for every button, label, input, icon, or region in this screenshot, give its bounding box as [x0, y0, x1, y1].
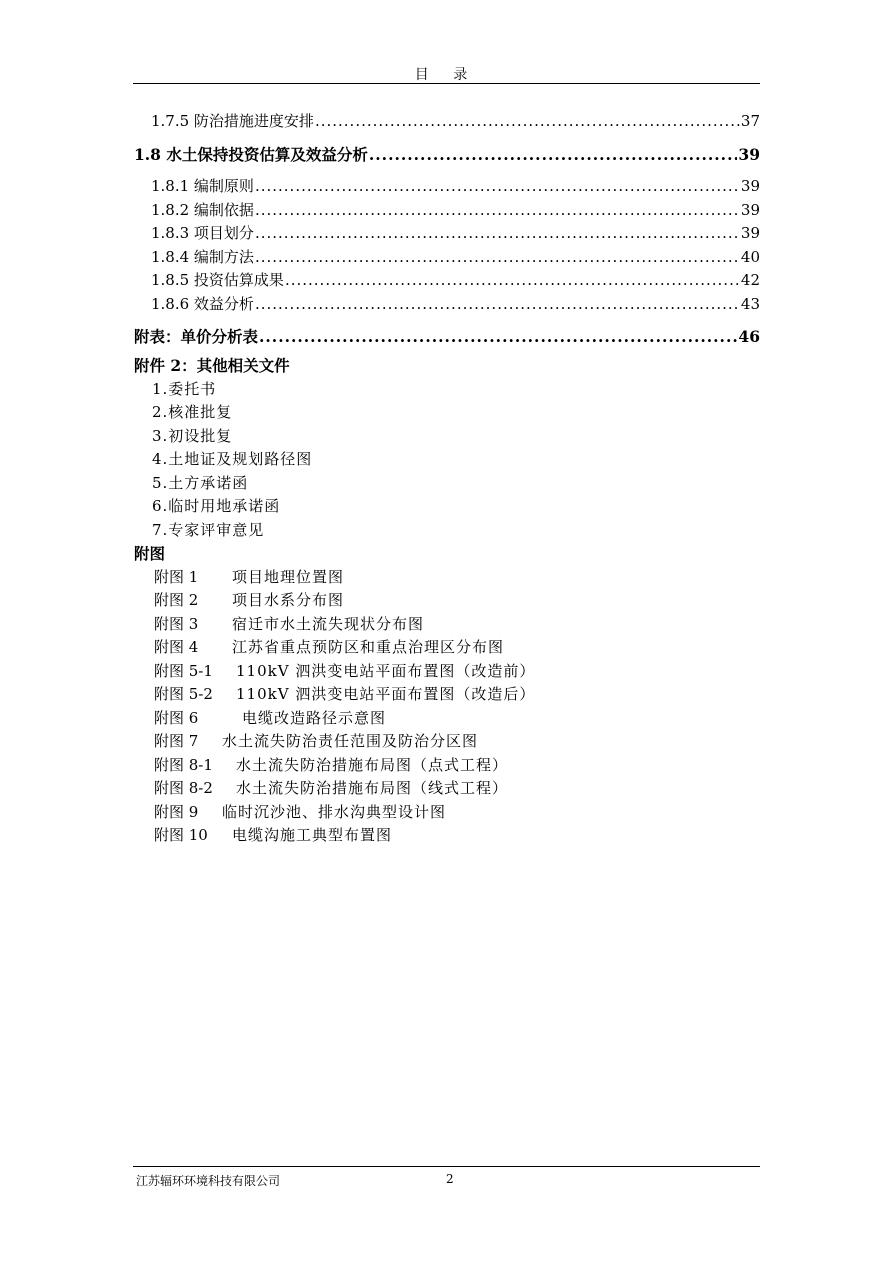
attachment-item: 3.初设批复: [152, 426, 233, 445]
figure-item: [134, 707, 760, 731]
attachment-item: 7.专家评审意见: [152, 520, 265, 539]
toc-entry-page: 39: [740, 177, 760, 195]
figure-item: [134, 801, 760, 825]
toc-entry[interactable]: [134, 293, 760, 317]
toc-entry-page: 42: [740, 271, 760, 289]
figure-title: 水土流失防治责任范围及防治分区图: [222, 732, 479, 750]
toc-entry-page: 37: [740, 112, 760, 130]
attachment-item: 4.土地证及规划路径图: [152, 450, 313, 468]
toc-leader-dots: [259, 327, 737, 346]
toc-leader-dots: [255, 201, 740, 219]
figure-number: 附图 8-2: [154, 779, 213, 797]
figure-title: 临时沉沙池、排水沟典型设计图: [222, 802, 447, 821]
figure-item: [134, 636, 760, 660]
footer-company: 江苏辐环环境科技有限公司: [136, 1174, 281, 1188]
toc-entry-page: 40: [740, 247, 760, 266]
figure-item: [134, 683, 760, 707]
toc-entry-label: 1.8.3 项目划分: [151, 224, 254, 242]
header-rule: [133, 83, 760, 84]
toc-entry[interactable]: [134, 110, 760, 134]
toc-entry-page: 39: [740, 200, 760, 219]
figure-title: 水土流失防治措施布局图（线式工程）: [236, 779, 509, 797]
toc-entry-page: 46: [738, 327, 760, 346]
figure-title: 110kV 泗洪变电站平面布置图（改造前）: [236, 661, 536, 680]
figure-title: 水土流失防治措施布局图（点式工程）: [236, 755, 509, 774]
toc-entry-page: 39: [738, 144, 760, 164]
toc-leader-dots: [255, 295, 740, 313]
toc-entry[interactable]: [134, 269, 760, 293]
figure-item: [134, 589, 760, 613]
figure-title: 电缆改造路径示意图: [242, 708, 387, 727]
footer-page-number: 2: [446, 1172, 454, 1186]
figure-number: 附图 2: [154, 591, 199, 609]
figures-heading: 附图: [134, 544, 166, 563]
toc-entry[interactable]: [134, 325, 760, 349]
figure-number: 附图 7: [154, 732, 199, 750]
toc-leader-dots: [369, 145, 738, 164]
toc-leader-dots: [255, 224, 740, 242]
figure-title: 项目水系分布图: [232, 591, 345, 609]
figure-item: [134, 660, 760, 684]
figure-number: 附图 3: [154, 614, 199, 633]
figure-item: [134, 613, 760, 637]
footer-rule: [133, 1166, 760, 1167]
figure-item: [134, 777, 760, 801]
toc-entry-label: 1.8.5 投资估算成果: [151, 271, 284, 289]
toc-entry-page: 43: [740, 294, 760, 313]
figure-number: 附图 8-1: [154, 755, 213, 774]
figure-number: 附图 4: [154, 638, 199, 656]
figure-number: 附图 5-2: [154, 685, 213, 703]
toc-leader-dots: [285, 271, 740, 289]
figure-title: 110kV 泗洪变电站平面布置图（改造后）: [236, 685, 536, 703]
attachment-item: 1.委托书: [152, 379, 217, 398]
figure-number: 附图 10: [154, 826, 208, 844]
figure-number: 附图 5-1: [154, 661, 213, 680]
attachments-heading: 附件 2：其他相关文件: [134, 356, 290, 375]
attachment-item: 5.土方承诺函: [152, 473, 249, 492]
figure-number: 附图 6: [154, 708, 199, 727]
toc-entry-label: 1.8.1 编制原则: [151, 177, 254, 195]
figure-number: 附图 1: [154, 567, 199, 586]
toc-entry-label: 附表：单价分析表: [134, 327, 259, 346]
figure-title: 江苏省重点预防区和重点治理区分布图: [232, 638, 505, 656]
toc-entry[interactable]: [134, 222, 760, 246]
figure-title: 宿迁市水土流失现状分布图: [232, 614, 425, 633]
attachment-item: 2.核准批复: [152, 403, 233, 421]
toc-entry[interactable]: [134, 143, 760, 167]
table-of-contents: [134, 110, 760, 349]
figure-item: [134, 566, 760, 590]
figure-title: 电缆沟施工典型布置图: [232, 826, 393, 844]
toc-entry-label: 1.8.2 编制依据: [151, 200, 254, 219]
toc-entry-label: 1.8.6 效益分析: [151, 294, 254, 313]
toc-entry[interactable]: [134, 246, 760, 270]
toc-entry-page: 39: [740, 224, 760, 242]
toc-leader-dots: [315, 112, 740, 130]
attachment-item: 6.临时用地承诺函: [152, 497, 281, 515]
page-header-title: 目 录: [414, 67, 478, 83]
toc-entry[interactable]: [134, 199, 760, 223]
figure-number: 附图 9: [154, 802, 199, 821]
appendix-lists: [134, 354, 760, 848]
toc-entry-label: 1.7.5 防治措施进度安排: [151, 112, 314, 130]
figure-title: 项目地理位置图: [232, 567, 345, 586]
toc-leader-dots: [255, 177, 740, 195]
figure-item: [134, 824, 760, 848]
figure-item: [134, 754, 760, 778]
toc-leader-dots: [255, 248, 740, 266]
toc-entry-label: 1.8.4 编制方法: [151, 247, 254, 266]
figure-item: [134, 730, 760, 754]
toc-entry-label: 1.8 水土保持投资估算及效益分析: [134, 144, 368, 164]
toc-entry[interactable]: [134, 175, 760, 199]
